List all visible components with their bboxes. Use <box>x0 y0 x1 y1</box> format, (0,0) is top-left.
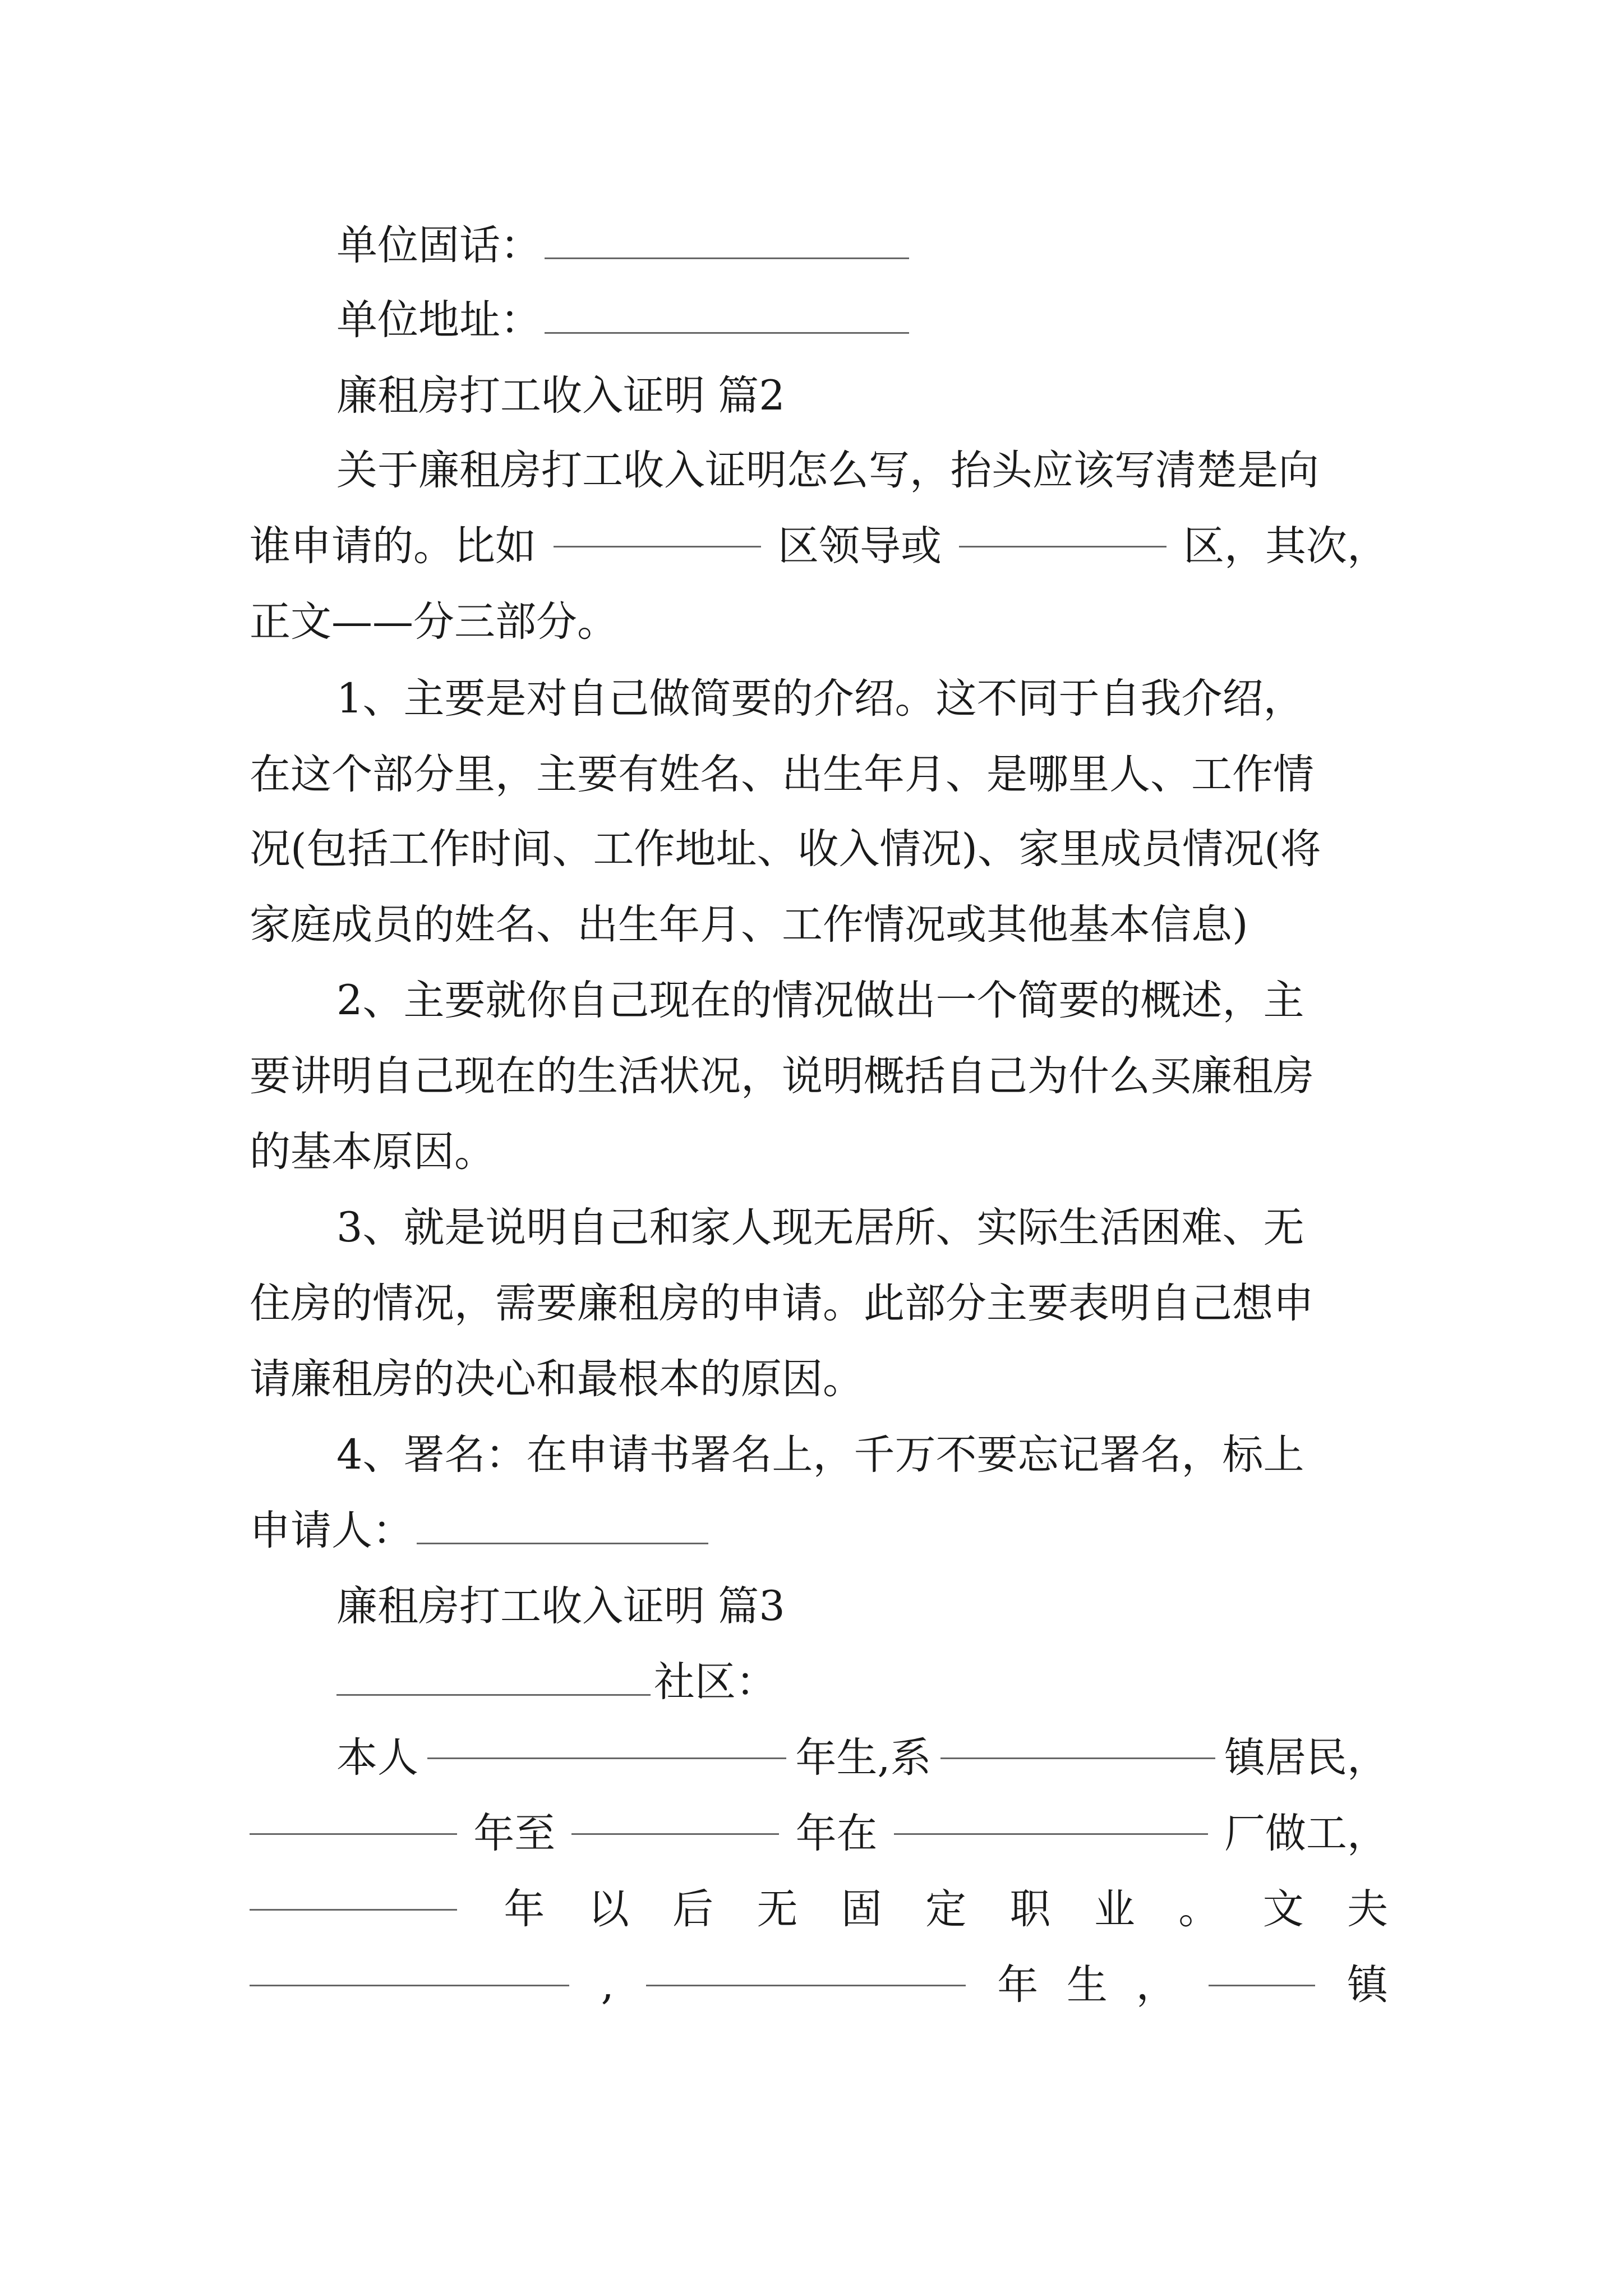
section2-intro-line-1: 关于廉租房打工收入证明怎么写，抬头应该写清楚是向 <box>336 447 1319 494</box>
district-blank-2 <box>959 545 1166 547</box>
section3-title: 廉租房打工收入证明 篇3 <box>336 1582 785 1630</box>
char: 生 <box>1066 1961 1108 2009</box>
para2-line-1: 2、主要就你自己现在的情况做出一个简要的概述，主 <box>336 977 1304 1024</box>
start-year-blank <box>250 1833 457 1835</box>
s3-text-benren: 本人 <box>336 1734 418 1782</box>
intro-text-a: 谁申请的。比如 <box>250 522 536 570</box>
char: 文 <box>1262 1885 1304 1933</box>
applicant-blank <box>417 1542 708 1544</box>
s3-text-zhenjumin: 镇居民， <box>1224 1734 1388 1782</box>
para1-line-2: 在这个部分里，主要有姓名、出生年月、是哪里人、工作情 <box>250 751 1314 798</box>
husband-name-blank <box>250 1984 569 1986</box>
char: 夫 <box>1347 1885 1388 1933</box>
char: 年 <box>504 1885 545 1933</box>
unit-address-blank <box>545 332 909 334</box>
para3-line-3: 请廉租房的决心和最根本的原因。 <box>250 1355 864 1403</box>
unit-phone-label: 单位固话： <box>336 222 541 269</box>
community-line <box>336 1655 1388 1709</box>
husband-birth-blank <box>646 1984 966 1986</box>
char: 无 <box>757 1885 798 1933</box>
s3-comma: , <box>601 1961 614 2009</box>
community-label: 社区： <box>654 1658 777 1706</box>
section3-line-3 <box>250 1883 1388 1936</box>
s3-text-nianshengxi: 年生,系 <box>795 1734 932 1782</box>
char: 以 <box>588 1885 629 1933</box>
char: 年 <box>997 1961 1039 2009</box>
birth-year-blank <box>427 1757 786 1759</box>
char: 职 <box>1009 1885 1051 1933</box>
s3-text-nianzhi: 年至 <box>473 1810 556 1857</box>
unit-phone-line <box>336 219 1388 273</box>
para4-line-2 <box>250 1504 1388 1558</box>
town-blank <box>940 1757 1215 1759</box>
section2-intro-line-3: 正文——分三部分。 <box>250 598 618 646</box>
char: 后 <box>672 1885 714 1933</box>
applicant-label: 申请人： <box>250 1507 413 1554</box>
section3-line-1 <box>336 1731 1388 1785</box>
para4-line-1: 4、署名：在申请书署名上，千万不要忘记署名，标上 <box>336 1431 1304 1479</box>
section2-intro-line-2 <box>250 519 1388 573</box>
year-blank <box>250 1908 457 1911</box>
char: 固 <box>841 1885 882 1933</box>
unit-address-line <box>336 293 1388 347</box>
end-year-blank <box>571 1833 779 1835</box>
para3-line-2: 住房的情况，需要廉租房的申请。此部分主要表明自己想申 <box>250 1280 1314 1327</box>
unit-address-label: 单位地址： <box>336 296 541 344</box>
community-blank <box>336 1694 651 1696</box>
char: 。 <box>1178 1885 1220 1933</box>
para1-line-4: 家庭成员的姓名、出生年月、工作情况或其他基本信息) <box>250 901 1248 949</box>
intro-text-c: 区，其次， <box>1183 522 1388 570</box>
section2-title: 廉租房打工收入证明 篇2 <box>336 372 785 420</box>
district-blank-1 <box>554 545 761 547</box>
char: 定 <box>925 1885 967 1933</box>
char: 业 <box>1094 1885 1135 1933</box>
char: ， <box>1136 1961 1177 2009</box>
para1-line-1: 1、主要是对自己做简要的介绍。这不同于自我介绍， <box>336 675 1304 723</box>
factory-blank <box>894 1833 1208 1835</box>
para1-line-3: 况(包括工作时间、工作地址、收入情况)、家里成员情况(将 <box>250 825 1321 873</box>
para2-line-2: 要讲明自己现在的生活状况，说明概括自己为什么买廉租房 <box>250 1052 1314 1100</box>
unit-phone-blank <box>545 257 909 259</box>
para2-line-3: 的基本原因。 <box>250 1128 495 1176</box>
para3-line-1: 3、就是说明自己和家人现无居所、实际生活困难、无 <box>336 1204 1304 1251</box>
intro-text-b: 区领导或 <box>778 522 942 570</box>
s3-text-zhen: 镇 <box>1347 1961 1388 2009</box>
section3-line-4 <box>250 1958 1388 2012</box>
s3-text-nianzai: 年在 <box>795 1810 878 1857</box>
husband-town-blank <box>1209 1984 1315 1986</box>
section3-line-2 <box>250 1807 1388 1861</box>
s3-text-changzuogong: 厂做工， <box>1224 1810 1388 1857</box>
